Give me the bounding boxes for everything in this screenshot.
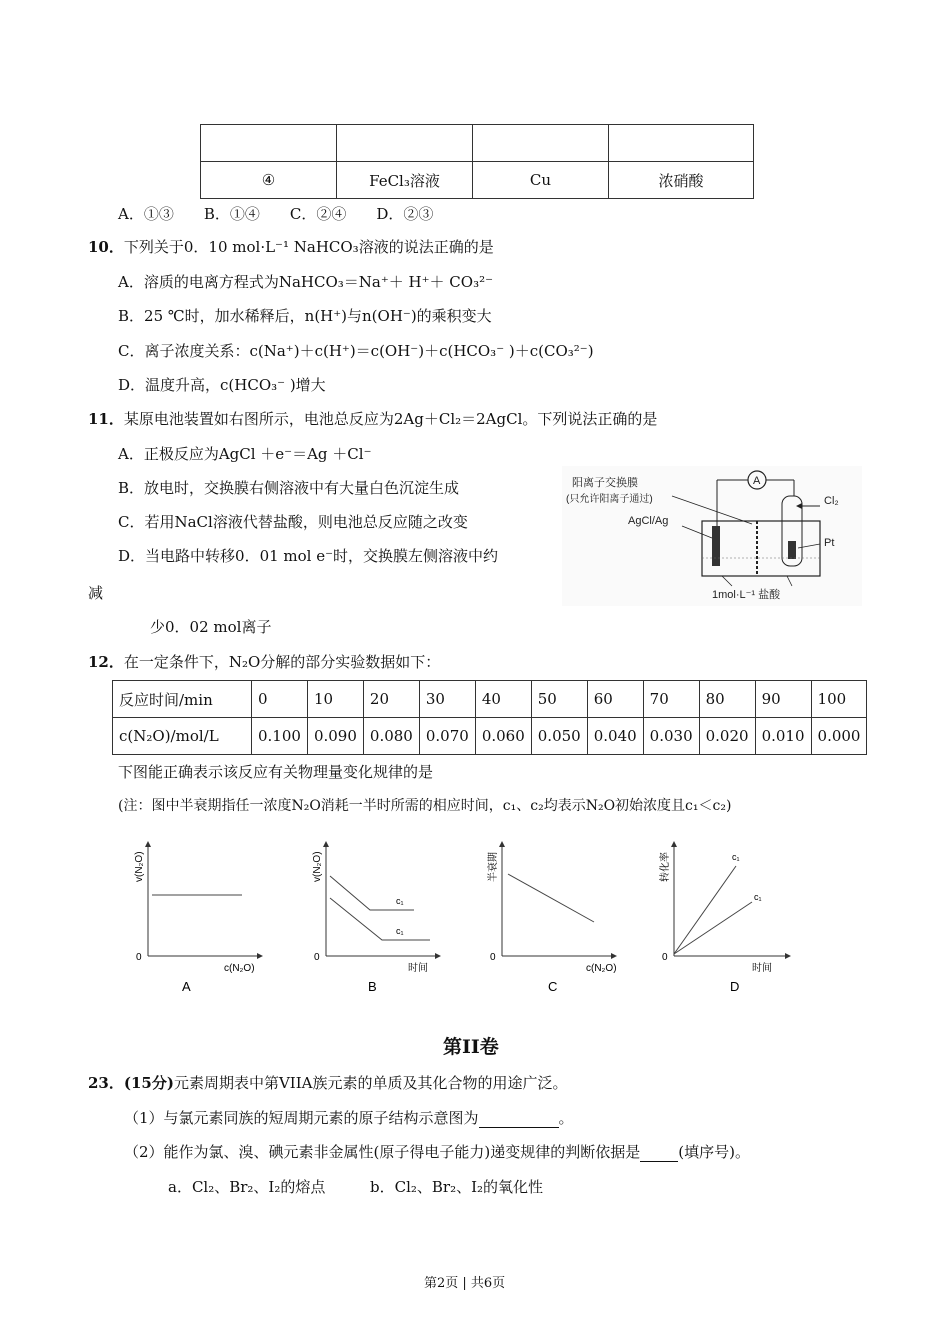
graph-b-letter: B [368,979,377,994]
q10-option-a: A．溶质的电离方程式为NaHCO₃＝Na⁺＋ H⁺＋ CO₃²⁻ [118,273,494,291]
table-cell: 浓硝酸 [609,162,754,199]
graph-b-label-top: c₁ [396,896,404,906]
table-cell: ④ [201,162,337,199]
graph-b-origin: 0 [314,952,320,963]
table-cell: 70 [643,681,699,718]
graph-b-ylabel: v(N₂O) [312,851,323,882]
q10-option-d: D．温度升高，c(HCO₃⁻ )增大 [118,376,326,394]
q23-option-a: a．Cl₂、Br₂、I₂的熔点 [168,1178,326,1196]
table-cell: 0.040 [587,718,643,755]
membrane-note: (只允许阳离子通过) [566,494,653,505]
table-cell: 50 [531,681,587,718]
table-row [201,162,754,199]
graph-b-line-2 [330,898,430,940]
table-cell: 0.090 [307,718,363,755]
graph-c [486,844,617,994]
table-cell: 0.060 [475,718,531,755]
q11-option-c: C．若用NaCl溶液代替盐酸，则电池总反应随之改变 [118,513,468,531]
table-cell: 0.050 [531,718,587,755]
table-row [113,718,867,755]
graph-d-line-2 [674,902,752,954]
graph-c-line [508,874,594,922]
table-row [113,681,867,718]
q12-question: 下图能正确表示该反应有关物理量变化规律的是 [118,763,434,781]
page-footer: 第2页 | 共6页 [424,1276,506,1291]
data-table [112,680,867,755]
graph-c-xlabel: c(N₂O) [586,963,617,974]
table-cell: 0.000 [811,718,867,755]
table-row [201,125,754,162]
graph-c-ylabel: 半衰期 [488,852,499,882]
table-cell: 60 [587,681,643,718]
q11-option-d-cont: 减 [88,584,104,602]
gas-label: Cl₂ [824,495,839,507]
graph-a-xlabel: c(N₂O) [224,963,255,974]
table-cell: 0.070 [419,718,475,755]
graph-b-label-bottom: c₁ [396,926,404,936]
table-cell: 0.030 [643,718,699,755]
section-title: 第II卷 [443,1036,499,1058]
table-cell: 10 [307,681,363,718]
membrane-label: 阳离子交换膜 [572,477,638,489]
table-cell: 0 [252,681,308,718]
table-cell: Cu [473,162,609,199]
galvanic-cell-diagram [562,466,862,606]
table-cell: 90 [755,681,811,718]
q23-stem: 23．(15分)元素周期表中第VIIA族元素的单质及其化合物的用途广泛。 [88,1074,568,1092]
q23-part1: （1）与氯元素同族的短周期元素的原子结构示意图为 。 [124,1109,574,1127]
q10-option-b: B．25 ℃时，加水稀释后，n(H⁺)与n(OH⁻)的乘积变大 [118,307,492,325]
graph-d-letter: D [730,979,740,994]
graph-b-xlabel: 时间 [408,963,428,974]
table-cell: 0.010 [755,718,811,755]
q11-option-d: D．当电路中转移0．01 mol e⁻时，交换膜左侧溶液中约 [118,547,499,565]
graph-c-origin: 0 [490,952,496,963]
solution-label: 1mol·L⁻¹ 盐酸 [712,589,781,601]
graph-d-xlabel: 时间 [752,963,772,974]
graph-d-label-top: c₁ [732,852,740,862]
graph-b [312,844,438,994]
q10-stem: 10．下列关于0．10 mol·L⁻¹ NaHCO₃溶液的说法正确的是 [88,238,494,256]
graph-a-origin: 0 [136,952,142,963]
graph-d-label-bottom: c₁ [754,892,762,902]
table-cell: 0.100 [252,718,308,755]
row-header-conc: c(N₂O)/mol/L [113,718,252,755]
answer-blank[interactable] [479,1109,559,1128]
pt-label: Pt [824,537,835,549]
electrode-left-label: AgCl/Ag [628,515,669,527]
table-cell: 20 [363,681,419,718]
q11-stem: 11．某原电池装置如右图所示，电池总反应为2Ag＋Cl₂＝2AgCl。下列说法正确的是 [88,410,658,428]
reagent-table [200,124,754,199]
graph-c-letter: C [548,979,558,994]
table-cell: 0.080 [363,718,419,755]
graph-d [658,844,788,994]
q12-graphs [120,836,840,996]
q12-note: (注：图中半衰期指任一浓度N₂O消耗一半时所需的相应时间，c₁、c₂均表示N₂O初始浓度且c₁＜c₂) [118,798,732,814]
table-cell: 100 [811,681,867,718]
table-cell: 40 [475,681,531,718]
q9-options: A．①③ B．①④ C．②④ D．②③ [118,205,434,223]
pt-electrode [788,541,796,559]
q11-option-d-cont2: 少0．02 mol离子 [150,618,272,636]
graph-a-letter: A [182,979,191,994]
q23-option-b: b．Cl₂、Br₂、I₂的氧化性 [370,1178,544,1196]
table-cell: 0.020 [699,718,755,755]
answer-blank[interactable] [640,1143,678,1162]
ammeter-label: A [753,475,761,487]
q12-stem: 12．在一定条件下，N₂O分解的部分实验数据如下： [88,653,441,671]
row-header-time: 反应时间/min [113,681,252,718]
q11-option-a: A．正极反应为AgCl ＋e⁻＝Ag ＋Cl⁻ [118,445,372,463]
q23-part2: （2）能作为氯、溴、碘元素非金属性(原子得电子能力)递变规律的判断依据是 (填序号)。 [124,1143,750,1161]
graph-d-line-1 [674,866,736,954]
table-cell: 80 [699,681,755,718]
q11-option-b: B．放电时，交换膜右侧溶液中有大量白色沉淀生成 [118,479,460,497]
graph-d-ylabel: 转化率 [660,852,671,882]
graph-a [134,844,260,994]
agcl-electrode [712,526,720,566]
graph-d-origin: 0 [662,952,668,963]
q10-option-c: C．离子浓度关系：c(Na⁺)＋c(H⁺)＝c(OH⁻)＋c(HCO₃⁻ )＋c(CO₃²⁻) [118,342,594,360]
graph-a-ylabel: v(N₂O) [134,851,145,882]
table-cell: 30 [419,681,475,718]
table-cell: FeCl₃溶液 [337,162,473,199]
